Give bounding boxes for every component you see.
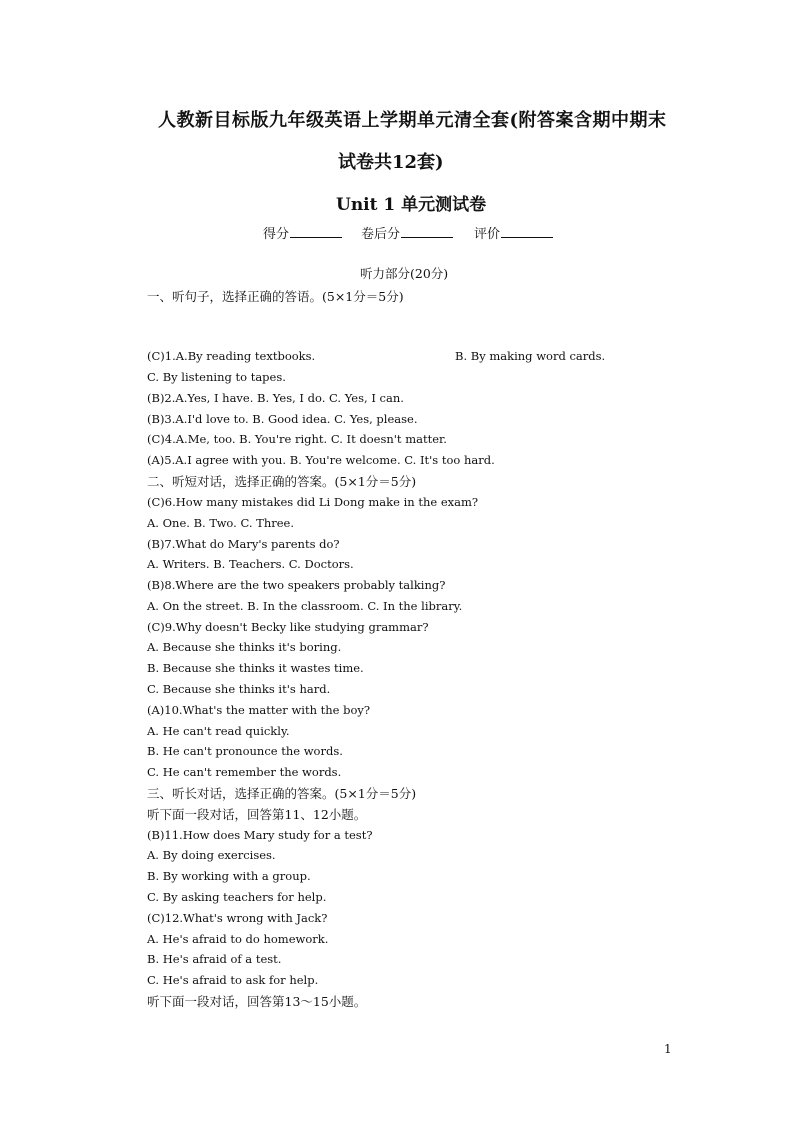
question-9-option-c: C. Because she thinks it's hard.	[147, 682, 331, 696]
question-10-option-b: B. He can't pronounce the words.	[147, 744, 343, 758]
score-field	[263, 223, 342, 242]
question-1: (C)1.A.By reading textbooks.	[147, 349, 316, 363]
document-title: 人教新目标版九年级英语上学期单元清全套(附答案含期中期末	[158, 110, 667, 131]
section-1-heading: 一、听句子，选择正确的答语。(5×1分＝5分)	[147, 289, 404, 304]
section-3-note-2: 听下面一段对话，回答第13～15小题。	[147, 994, 367, 1009]
section-3-heading: 三、听长对话，选择正确的答案。(5×1分＝5分)	[147, 786, 417, 801]
after-score-field	[361, 223, 453, 242]
section-2-heading: 二、听短对话，选择正确的答案。(5×1分＝5分)	[147, 474, 417, 489]
question-4: (C)4.A.Me, too. B. You're right. C. It doesn't matter.	[147, 432, 447, 446]
after-score-blank	[401, 224, 453, 238]
section-3-note-1: 听下面一段对话，回答第11、12小题。	[147, 807, 367, 822]
question-11-option-c: C. By asking teachers for help.	[147, 890, 327, 904]
question-8: (B)8.Where are the two speakers probably talking?	[147, 578, 446, 592]
question-12: (C)12.What's wrong with Jack?	[147, 911, 328, 925]
page-number: 1	[664, 1042, 672, 1056]
question-12-option-c: C. He's afraid to ask for help.	[147, 973, 319, 987]
question-8-options: A. On the street. B. In the classroom. C. In the library.	[147, 599, 463, 613]
evaluation-label: 评价	[474, 227, 501, 242]
evaluation-blank	[501, 224, 553, 238]
evaluation-field	[474, 223, 553, 242]
question-1-option-b: B. By making word cards.	[455, 349, 606, 363]
question-2: (B)2.A.Yes, I have. B. Yes, I do. C. Yes, I can.	[147, 391, 404, 405]
question-9-option-b: B. Because she thinks it wastes time.	[147, 661, 364, 675]
question-9-option-a: A. Because she thinks it's boring.	[147, 640, 342, 654]
listening-header: 听力部分(20分)	[360, 266, 449, 281]
question-6: (C)6.How many mistakes did Li Dong make in the exam?	[147, 495, 479, 509]
question-11-option-b: B. By working with a group.	[147, 869, 311, 883]
question-10-option-a: A. He can't read quickly.	[147, 724, 290, 738]
after-score-label: 卷后分	[361, 227, 401, 242]
question-12-option-b: B. He's afraid of a test.	[147, 952, 282, 966]
question-7-options: A. Writers. B. Teachers. C. Doctors.	[147, 557, 354, 571]
question-3: (B)3.A.I'd love to. B. Good idea. C. Yes, please.	[147, 412, 418, 426]
question-11-option-a: A. By doing exercises.	[147, 848, 276, 862]
unit-title: Unit 1 单元测试卷	[336, 195, 487, 215]
question-1-option-c: C. By listening to tapes.	[147, 370, 286, 384]
question-10-option-c: C. He can't remember the words.	[147, 765, 342, 779]
question-11: (B)11.How does Mary study for a test?	[147, 828, 373, 842]
score-label: 得分	[263, 227, 290, 242]
score-blank	[290, 224, 342, 238]
question-7: (B)7.What do Mary's parents do?	[147, 537, 340, 551]
question-10: (A)10.What's the matter with the boy?	[147, 703, 371, 717]
question-12-option-a: A. He's afraid to do homework.	[147, 932, 329, 946]
question-9: (C)9.Why doesn't Becky like studying grammar?	[147, 620, 429, 634]
document-title-continued: 试卷共12套)	[338, 152, 444, 173]
question-6-options: A. One. B. Two. C. Three.	[147, 516, 295, 530]
question-5: (A)5.A.I agree with you. B. You're welcome. C. It's too hard.	[147, 453, 495, 467]
